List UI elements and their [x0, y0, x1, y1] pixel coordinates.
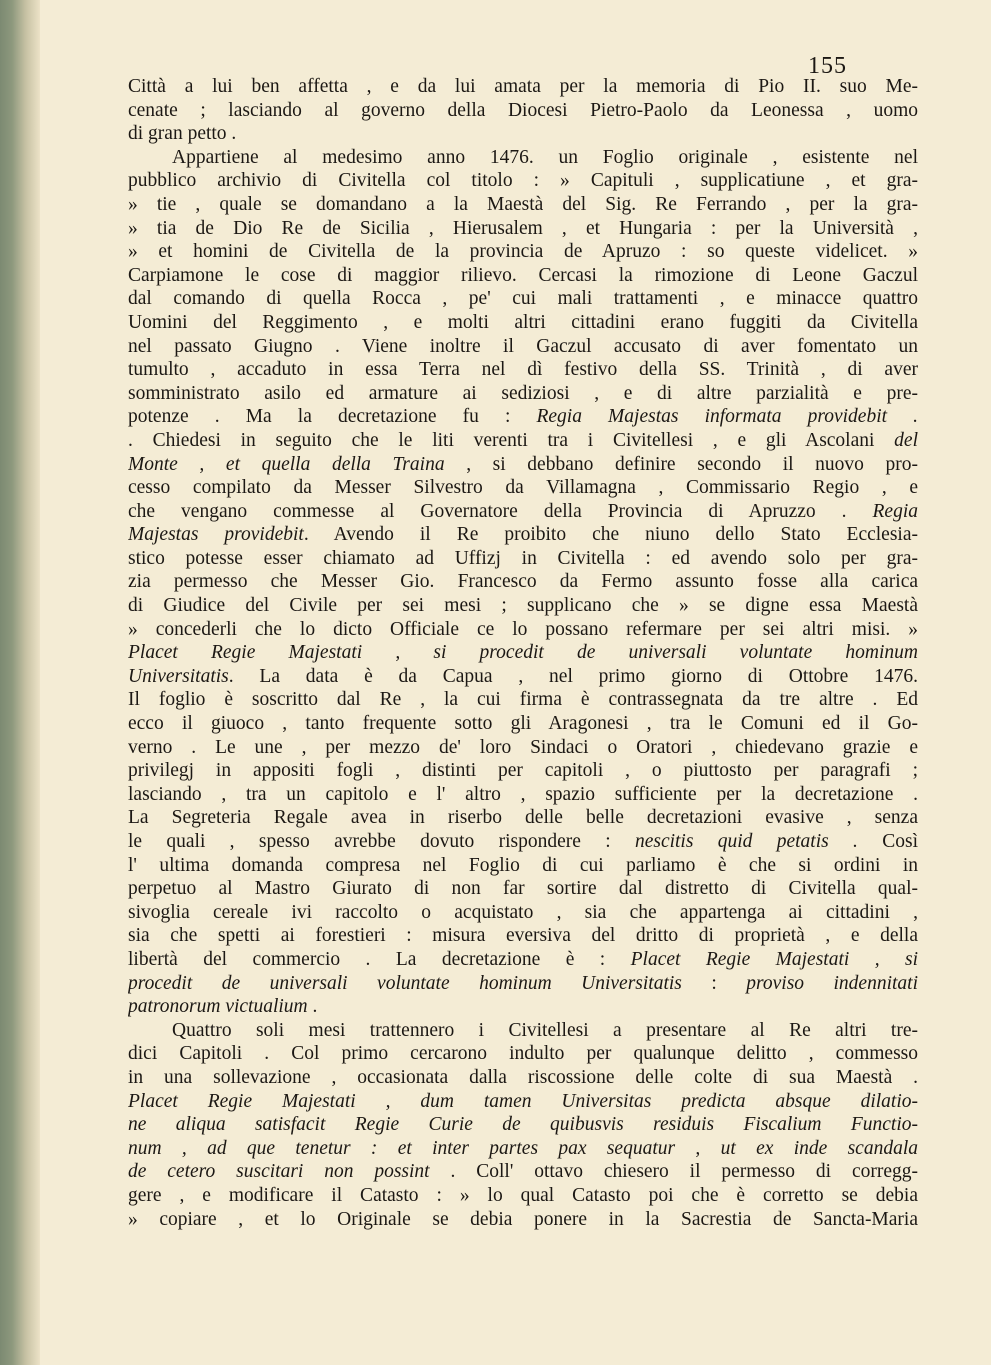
roman-text: l' ultima domanda compresa nel Foglio di cui parliamo è che si ordini in [128, 854, 918, 876]
text-line [128, 358, 918, 382]
roman-text: lasciando , tra un capitolo e l' altro , spazio sufficiente per la decretazione . [128, 783, 918, 805]
roman-text: che vengano commesse al Governatore della Provincia di Apruzzo . [128, 500, 873, 522]
roman-text: potenze . Ma la decretazione fu : [128, 406, 537, 428]
text-line [128, 995, 918, 1019]
book-spine-shadow [0, 0, 40, 1365]
text-line [128, 193, 918, 217]
roman-text: . Chiedesi in seguito che le liti verenti tra i Civitellesi , e gli Ascolani [128, 429, 895, 451]
roman-text: gere , e modificare il Catasto : » lo qual Catasto poi che è corretto se debia [128, 1184, 918, 1206]
text-line [128, 924, 918, 948]
roman-text: libertà del commercio . La decretazione è : [128, 948, 631, 970]
text-line [128, 500, 918, 524]
text-line [128, 311, 918, 335]
text-line [128, 523, 918, 547]
roman-text: Carpiamone le cose di maggior rilievo. Cercasi la rimozione di Leone Gaczul [128, 264, 918, 286]
roman-text: stico potesse esser chiamato ad Uffizj in Civitella : ed avendo solo per gra- [128, 547, 918, 569]
text-line [128, 688, 918, 712]
text-line [128, 1137, 918, 1161]
text-line [128, 618, 918, 642]
roman-text: sivoglia cereale ivi raccolto o acquistato , sia che appartenga ai cittadini , [128, 901, 918, 923]
italic-latin-text: Regia [872, 500, 918, 522]
text-line [128, 830, 918, 854]
roman-text: di gran petto . [128, 123, 237, 145]
text-line [128, 972, 918, 996]
text-line [128, 335, 918, 359]
roman-text: Quattro soli mesi trattennero i Civitellesi a presentare al Re altri tre- [172, 1019, 918, 1041]
roman-text: . [307, 996, 318, 1018]
text-line [128, 476, 918, 500]
italic-latin-text: Placet Regie Majestati , si procedit de universali voluntate hominum [128, 642, 918, 664]
roman-text: Appartiene al medesimo anno 1476. un Foglio originale , esistente nel [172, 146, 918, 168]
roman-text: privilegj in appositi fogli , distinti per capitoli , o piuttosto per paragrafi ; [128, 760, 918, 782]
text-line [128, 948, 918, 972]
roman-text: Così [857, 831, 918, 852]
roman-text: » tia de Dio Re de Sicilia , Hierusalem , et Hungaria : per la Università , [128, 217, 918, 239]
text-line [128, 1208, 918, 1232]
text-line [128, 122, 918, 146]
roman-text: : [681, 972, 747, 994]
text-line [128, 1042, 918, 1066]
italic-latin-text: proviso indennitati [746, 972, 918, 994]
italic-latin-text: Majestas providebit [128, 524, 304, 546]
book-page [40, 0, 991, 1365]
roman-text: . Avendo il Re proibito che niuno dello Stato Ecclesia- [303, 524, 918, 546]
text-line [128, 169, 918, 193]
text-line [128, 1090, 918, 1114]
roman-text: , si debbano definire secondo il nuovo pro- [444, 453, 918, 475]
text-line [128, 240, 918, 264]
roman-text: ecco il giuoco , tanto frequente sotto gli Aragonesi , tra le Comuni ed il Go- [128, 713, 918, 735]
page-number: 155 [808, 53, 847, 79]
roman-text: Uomini del Reggimento , e molti altri cittadini erano fuggiti da Civitella [128, 311, 918, 333]
roman-text: dici Capitoli . Col primo cercarono indulto per qualunque delitto , commesso [128, 1043, 918, 1065]
italic-latin-text: patronorum victualium [128, 996, 308, 1018]
text-line [128, 783, 918, 807]
italic-latin-text: Placet Regie Majestati , dum tamen Universitas predicta absque dilatio- [128, 1090, 918, 1112]
italic-latin-text: del [894, 429, 918, 451]
text-line [128, 641, 918, 665]
text-line [128, 287, 918, 311]
page-body-text [128, 75, 918, 1231]
italic-latin-text: nescitis quid petatis . [634, 831, 858, 852]
text-line [128, 594, 918, 618]
roman-text: » et homini de Civitella de la provincia de Apruzo : so queste videlicet. » [128, 241, 918, 263]
roman-text: » concederli che lo dicto Officiale ce lo possano refermare per sei altri misi. » [128, 618, 918, 640]
roman-text: cenate ; lasciando al governo della Diocesi Pietro-Paolo da Leonessa , uomo [128, 99, 918, 121]
roman-text: cesso compilato da Messer Silvestro da Villamagna , Commissario Regio , e [128, 477, 918, 499]
roman-text: sia che spetti ai forestieri : misura eversiva del dritto di proprietà , e della [128, 925, 918, 947]
roman-text: Città a lui ben affetta , e da lui amata per la memoria di Pio II. suo Me- [128, 76, 918, 97]
text-line [128, 665, 918, 689]
text-line [128, 901, 918, 925]
text-line [128, 264, 918, 288]
text-line [128, 1113, 918, 1137]
roman-text: verno . Le une , per mezzo de' loro Sindaci o Oratori , chiedevano grazie e [128, 736, 918, 758]
text-line [128, 877, 918, 901]
text-line [128, 547, 918, 571]
text-line [128, 405, 918, 429]
roman-text: nel passato Giugno . Viene inoltre il Gaczul accusato di aver fomentato un [128, 335, 918, 357]
text-line [128, 75, 918, 99]
italic-latin-text: Regia Majestas informata providebit . [536, 406, 918, 428]
text-line [128, 382, 918, 406]
roman-text: tumulto , accaduto in essa Terra nel dì festivo della SS. Trinità , di aver [128, 359, 918, 381]
text-line [128, 429, 918, 453]
italic-latin-text: ne aliqua satisfacit Regie Curie de quibusvis residuis Fiscalium Functio- [128, 1114, 918, 1136]
italic-latin-text: Universitatis [128, 665, 229, 687]
roman-text: dal comando di quella Rocca , pe' cui mali trattamenti , e minacce quattro [128, 288, 918, 310]
roman-text: somministrato asilo ed armature ai sediziosi , e di altre parzialità e pre- [128, 382, 918, 404]
roman-text: perpetuo al Mastro Giurato di non far sortire dal distretto di Civitella qual- [128, 878, 918, 900]
text-line [128, 1184, 918, 1208]
roman-text: in una sollevazione , occasionata dalla riscossione delle colte di sua Maestà . [128, 1066, 918, 1088]
roman-text: di Giudice del Civile per sei mesi ; supplicano che » se digne essa Maestà [128, 595, 918, 617]
italic-latin-text: de cetero suscitari non possint [128, 1161, 430, 1183]
text-line [128, 759, 918, 783]
roman-text: pubblico archivio di Civitella col titolo : » Capituli , supplicatiune , et gra- [128, 170, 918, 192]
roman-text: Il foglio è soscritto dal Re , la cui firma è contrassegnata da tre altre . Ed [128, 689, 918, 711]
roman-text: » tie , quale se domandano a la Maestà del Sig. Re Ferrando , per la gra- [128, 193, 918, 215]
text-line [128, 1066, 918, 1090]
roman-text: La Segreteria Regale avea in riserbo delle belle decretazioni evasive , senza [128, 807, 918, 829]
text-line [128, 217, 918, 241]
text-line [128, 806, 918, 830]
text-line [128, 854, 918, 878]
italic-latin-text: num , ad que tenetur : et inter partes pax sequatur , ut ex inde scandala [128, 1137, 918, 1159]
text-line [128, 712, 918, 736]
text-line [128, 1160, 918, 1184]
text-line [128, 99, 918, 123]
text-line [128, 570, 918, 594]
text-line [128, 146, 918, 170]
roman-text: » copiare , et lo Originale se debia ponere in la Sacrestia de Sancta-Maria [128, 1208, 918, 1230]
text-line [128, 736, 918, 760]
italic-latin-text: Placet Regie Majestati , si [630, 948, 918, 970]
text-line [128, 453, 918, 477]
roman-text: . La data è da Capua , nel primo giorno di Ottobre 1476. [228, 665, 918, 687]
text-line [128, 1019, 918, 1043]
roman-text: le quali , spesso avrebbe dovuto rispondere : [128, 831, 635, 852]
italic-latin-text: procedit de universali voluntate hominum Universitatis [128, 972, 682, 994]
italic-latin-text: Monte , et quella della Traina [128, 453, 445, 475]
roman-text: . Coll' ottavo chiesero il permesso di corregg- [429, 1161, 918, 1183]
roman-text: zia permesso che Messer Gio. Francesco da Fermo assunto fosse alla carica [128, 571, 918, 593]
